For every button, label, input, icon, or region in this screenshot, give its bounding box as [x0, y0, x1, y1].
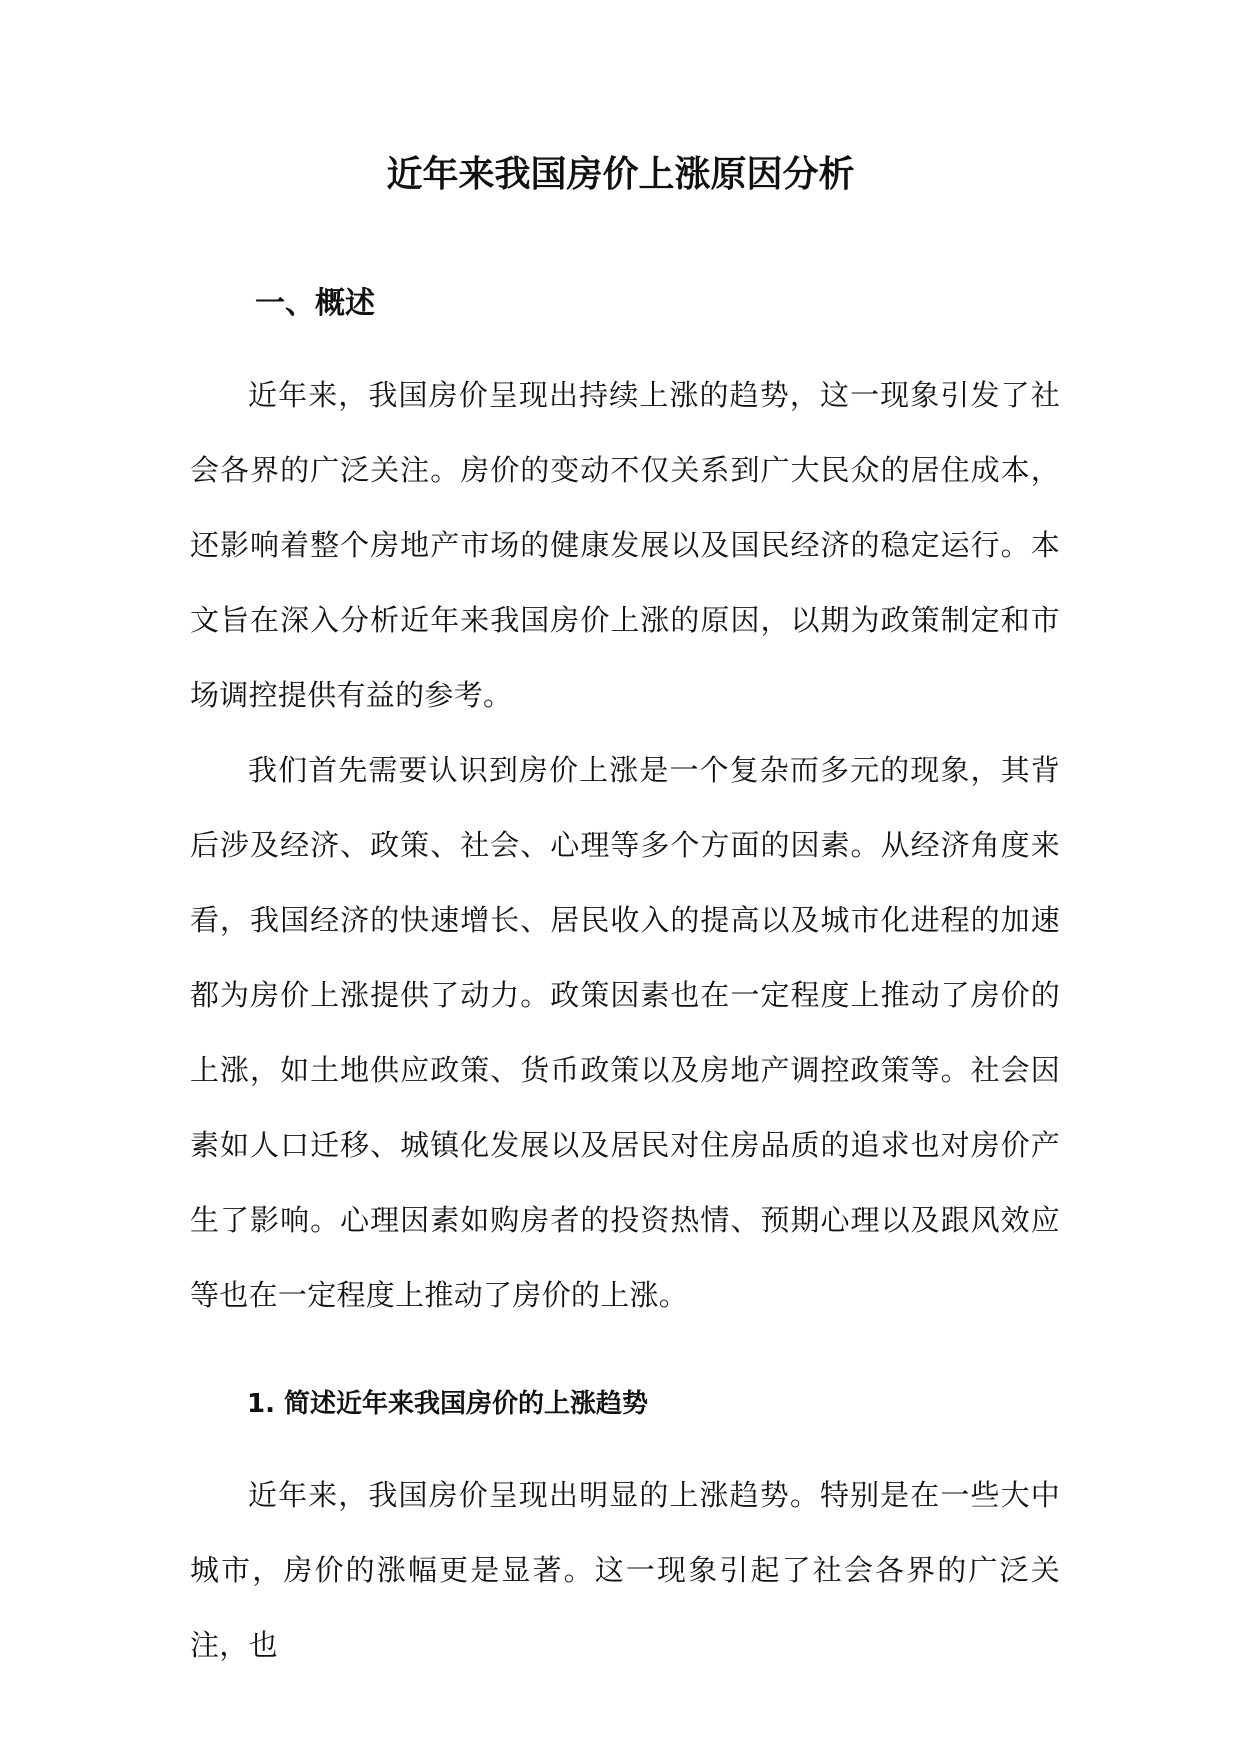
paragraph: 我们首先需要认识到房价上涨是一个复杂而多元的现象，其背后涉及经济、政策、社会、心理等多个方面的因素。从经济角度来看，我国经济的快速增长、居民收入的提高以及城市化进程的加速都为房价上涨提供了动力。政策因素也在一定程度上推动了房价的上涨，如土地供应政策、货币政策以及房地产调控政策等。社会因素如人口迁移、城镇化发展以及居民对住房品质的追求也对房价产生了影响。心理因素如购房者的投资热情、预期心理以及跟风效应等也在一定程度上推动了房价的上涨。 — [190, 753, 1060, 1312]
subsection-heading: 1. 简述近年来我国房价的上涨趋势 — [247, 1389, 649, 1419]
section-heading-overview: 一、概述 — [255, 286, 375, 321]
paragraph: 近年来，我国房价呈现出明显的上涨趋势。特别是在一些大中城市，房价的涨幅更是显著。这一现象引起了社会各界的广泛关注，也 — [190, 1478, 1060, 1662]
paragraph: 近年来，我国房价呈现出持续上涨的趋势，这一现象引发了社会各界的广泛关注。房价的变动不仅关系到广大民众的居住成本，还影响着整个房地产市场的健康发展以及国民经济的稳定运行。本文旨在深入分析近年来我国房价上涨的原因，以期为政策制定和市场调控提供有益的参考。 — [190, 378, 1060, 712]
document-title: 近年来我国房价上涨原因分析 — [386, 154, 855, 195]
